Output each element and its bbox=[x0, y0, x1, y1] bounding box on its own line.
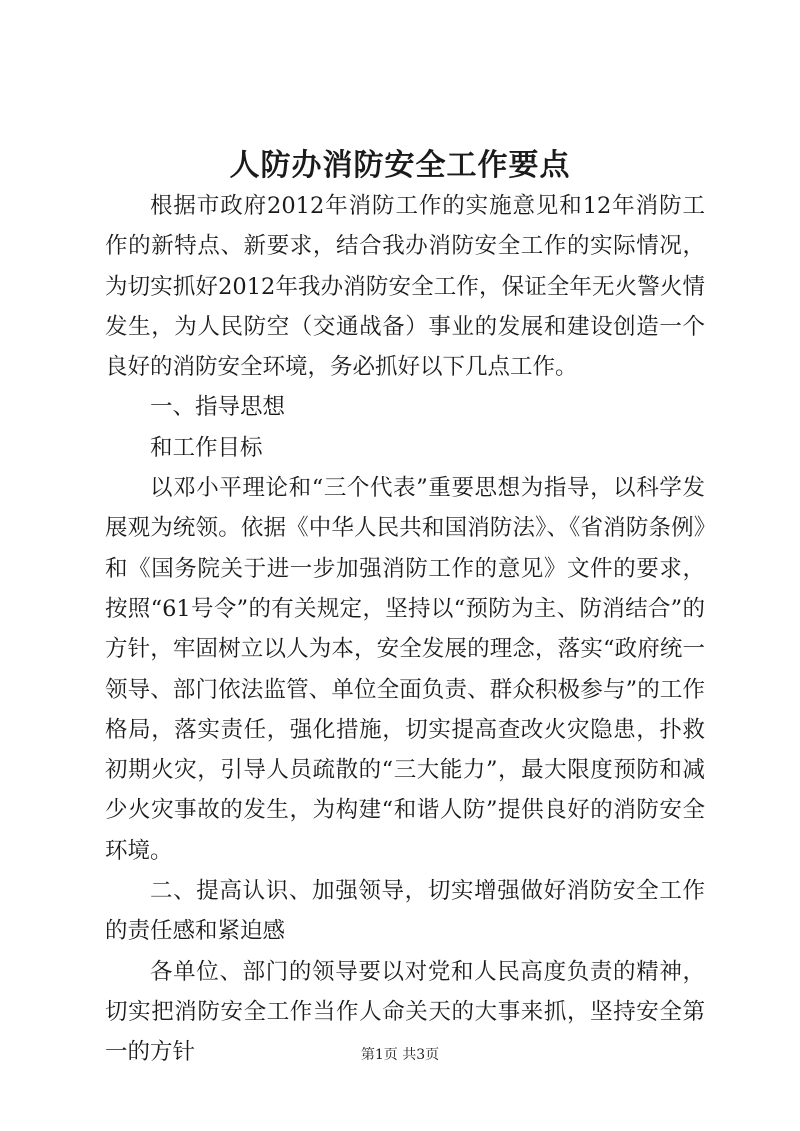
paragraph-guiding-ideology: 以邓小平理论和“三个代表”重要思想为指导，以科学发展观为统领。依据《中华人民共和国消防法》、《省消防条例》和《国务院关于进一步加强消防工作的意见》文件的要求，按照“61号令”的有关规定，坚持以“预防为主、防消结合”的方针，牢固树立以人为本，安全发展的理念，落实“政府统一领导、部门依法监管、单位全面负责、群众积极参与”的工作格局，落实责任，强化措施，切实提高查改火灾隐患，扑救初期火灾，引导人员疏散的“三大能力”，最大限度预防和减少火灾事故的发生，为构建“和谐人防”提供良好的消防安全环境。 bbox=[105, 475, 705, 864]
document-body bbox=[105, 186, 705, 1073]
section-heading-2: 二、提高认识、加强领导，切实增强做好消防安全工作的责任感和紧迫感 bbox=[105, 878, 705, 945]
paragraph-leadership: 各单位、部门的领导要以对党和人民高度负责的精神，切实把消防安全工作当作人命关天的大事来抓，坚持安全第一的方针 bbox=[105, 958, 705, 1066]
section-heading-1-continued: 和工作目标 bbox=[150, 434, 263, 461]
paragraph-intro: 根据市政府2012年消防工作的实施意见和12年消防工作的新特点、新要求，结合我办消防安全工作的实际情况，为切实抓好2012年我办消防安全工作，保证全年无火警火情发生，为人民防空（交通战备）事业的发展和建设创造一个良好的消防安全环境，务必抓好以下几点工作。 bbox=[105, 193, 705, 381]
section-heading-1: 一、指导思想 bbox=[150, 394, 286, 421]
page-footer: 第1页 共3页 bbox=[360, 1047, 440, 1063]
document-title: 人防办消防安全工作要点 bbox=[229, 148, 571, 183]
